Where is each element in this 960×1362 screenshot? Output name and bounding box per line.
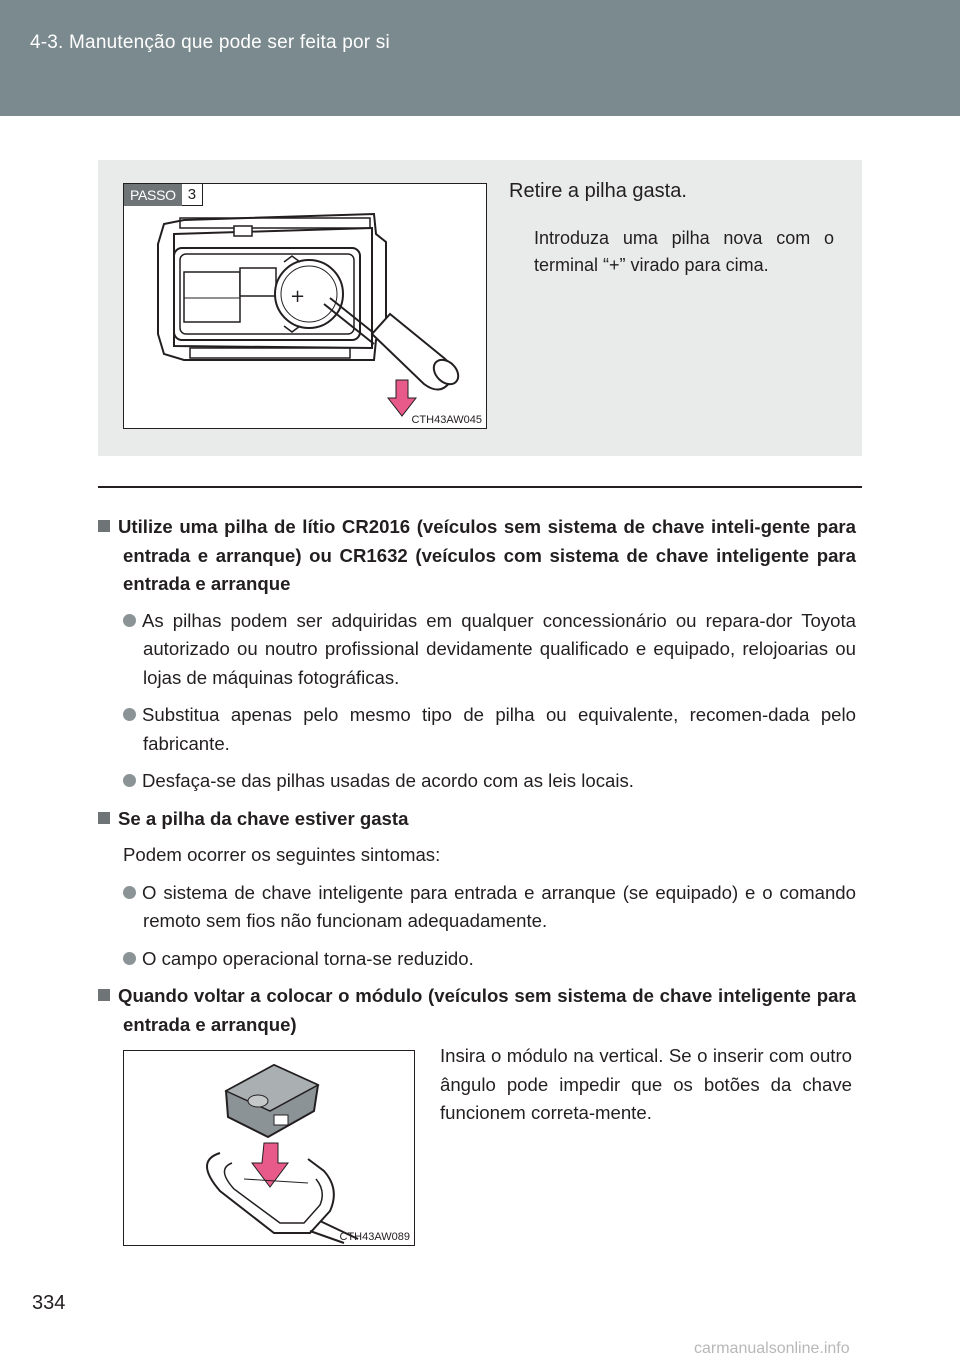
round-bullet-icon xyxy=(123,952,136,965)
section-heading: Quando voltar a colocar o módulo (veículos sem sistema de chave inteligente para entrada e arranque) xyxy=(98,982,856,1039)
square-bullet-icon xyxy=(98,520,110,532)
section-heading: Utilize uma pilha de lítio CR2016 (veículos sem sistema de chave inteli-gente para entrada e arranque) ou CR1632 (veículos com sistema de chave inteligente para entrada e arranque xyxy=(98,513,856,599)
round-bullet-icon xyxy=(123,886,136,899)
square-bullet-icon xyxy=(98,989,110,1001)
figure-code: CTH43AW045 xyxy=(411,414,482,426)
module-figure-description: Insira o módulo na vertical. Se o inserir com outro ângulo pode impedir que os botões da chave funcionem correta-mente. xyxy=(440,1045,852,1123)
watermark: carmanualsonline.info xyxy=(694,1340,850,1357)
page-number: 334 xyxy=(32,1292,66,1314)
round-bullet-icon xyxy=(123,614,136,627)
notes-content xyxy=(98,513,856,1047)
list-item: Desfaça-se das pilhas usadas de acordo com as leis locais. xyxy=(98,767,856,796)
svg-text:+: + xyxy=(290,286,306,307)
section-heading: Se a pilha da chave estiver gasta xyxy=(98,805,856,834)
section-title: 4-3. Manutenção que pode ser feita por si xyxy=(30,32,390,53)
round-bullet-icon xyxy=(123,774,136,787)
square-bullet-icon xyxy=(98,812,110,824)
section-intro: Podem ocorrer os seguintes sintomas: xyxy=(123,844,441,865)
list-item: O sistema de chave inteligente para entrada e arranque (se equipado) e o comando remoto sem fios não funcionam adequadamente. xyxy=(98,879,856,936)
step-badge-number: 3 xyxy=(182,184,203,206)
list-item: As pilhas podem ser adquiridas em qualquer concessionário ou repara-dor Toyota autorizado ou noutro profissional devidamente qualificado e equipado, relojoarias ou lojas de máquinas fotográficas. xyxy=(98,607,856,693)
step-title: Retire a pilha gasta. xyxy=(509,180,687,202)
step-badge-label: PASSO xyxy=(124,184,182,206)
page-header xyxy=(0,0,960,116)
key-module-illustration xyxy=(124,1051,414,1245)
list-item: O campo operacional torna-se reduzido. xyxy=(98,945,856,974)
key-battery-illustration xyxy=(124,184,486,428)
step-description: Introduza uma pilha nova com o terminal “+” virado para cima. xyxy=(534,228,834,275)
module-insertion-figure xyxy=(123,1050,415,1246)
battery-replacement-figure xyxy=(123,183,487,429)
figure-code: CTH43AW089 xyxy=(339,1231,410,1243)
section-divider xyxy=(98,486,862,488)
list-item: Substitua apenas pelo mesmo tipo de pilha ou equivalente, recomen-dada pelo fabricante. xyxy=(98,701,856,758)
round-bullet-icon xyxy=(123,708,136,721)
